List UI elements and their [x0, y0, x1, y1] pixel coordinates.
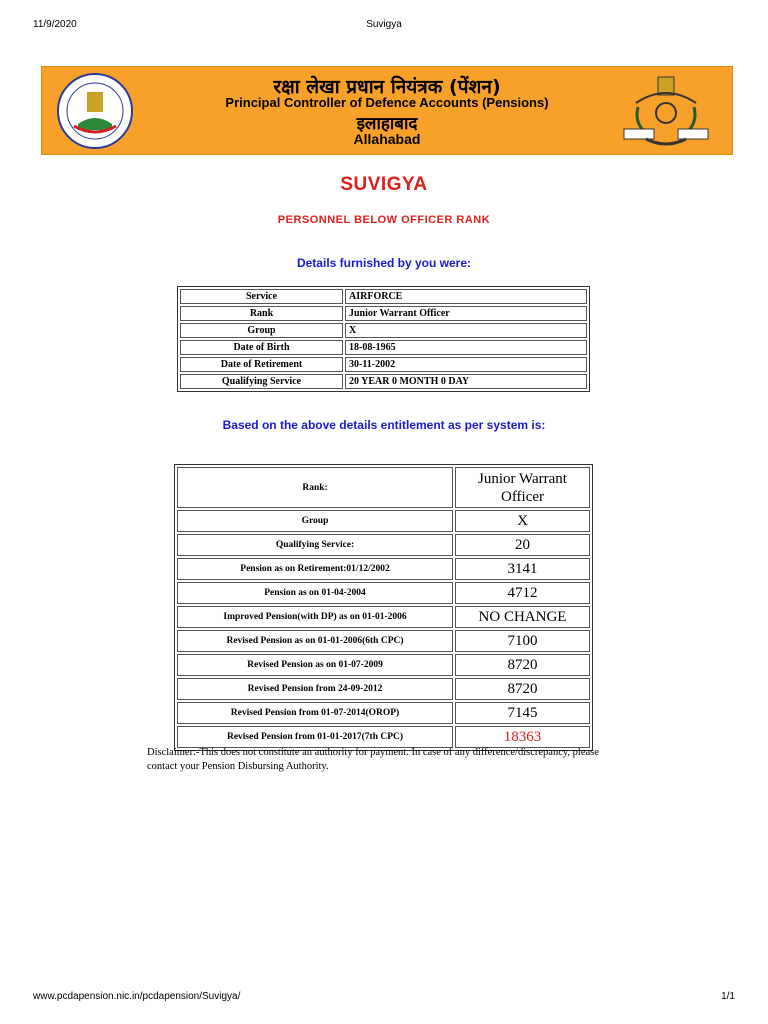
details-value: 20 YEAR 0 MONTH 0 DAY	[345, 374, 587, 389]
details-label: Rank	[180, 306, 343, 321]
table-row	[177, 702, 590, 724]
banner-english-title: Principal Controller of Defence Accounts (Pensions)	[225, 95, 549, 110]
table-row	[177, 654, 590, 676]
print-date: 11/9/2020	[33, 19, 77, 30]
entitlement-value: X	[455, 510, 590, 532]
details-label: Date of Retirement	[180, 357, 343, 372]
revised-pension-7th-cpc-value: 18363	[455, 726, 590, 748]
table-row	[177, 630, 590, 652]
print-title: Suvigya	[366, 19, 402, 30]
entitlement-value: 7100	[455, 630, 590, 652]
entitlement-label: Qualifying Service:	[177, 534, 453, 556]
entitlement-label: Revised Pension from 01-01-2017(7th CPC)	[177, 726, 453, 748]
table-row	[177, 534, 590, 556]
details-heading: Details furnished by you were:	[296, 256, 472, 270]
table-row	[177, 582, 590, 604]
details-value: X	[345, 323, 587, 338]
details-value: AIRFORCE	[345, 289, 587, 304]
defence-accounts-crest-icon	[616, 73, 716, 151]
entitlement-value: 8720	[455, 654, 590, 676]
table-row	[180, 289, 587, 304]
banner-hindi-title: रक्षा लेखा प्रधान नियंत्रक (पेंशन)	[273, 76, 501, 98]
entitlement-label: Pension as on Retirement:01/12/2002	[177, 558, 453, 580]
page-subtitle: PERSONNEL BELOW OFFICER RANK	[277, 214, 491, 226]
print-page-number: 1/1	[721, 991, 735, 1002]
table-row	[180, 306, 587, 321]
table-row	[177, 678, 590, 700]
entitlement-value: Junior Warrant Officer	[455, 467, 590, 508]
header-banner	[41, 66, 733, 155]
entitlement-label: Group	[177, 510, 453, 532]
entitlement-value: 4712	[455, 582, 590, 604]
table-row	[177, 606, 590, 628]
table-row	[177, 558, 590, 580]
details-value: 30-11-2002	[345, 357, 587, 372]
table-row	[177, 510, 590, 532]
details-value: Junior Warrant Officer	[345, 306, 587, 321]
entitlement-value: 20	[455, 534, 590, 556]
entitlement-label: Revised Pension from 01-07-2014(OROP)	[177, 702, 453, 724]
table-row	[180, 357, 587, 372]
banner-english-city: Allahabad	[353, 131, 421, 147]
entitlement-value: NO CHANGE	[455, 606, 590, 628]
entitlement-value: 8720	[455, 678, 590, 700]
details-label: Group	[180, 323, 343, 338]
details-value: 18-08-1965	[345, 340, 587, 355]
page-title: SUVIGYA	[340, 174, 428, 195]
table-row	[177, 726, 590, 748]
banner-hindi-city: इलाहाबाद	[356, 114, 418, 134]
entitlement-value: 7145	[455, 702, 590, 724]
entitlement-label: Pension as on 01-04-2004	[177, 582, 453, 604]
table-row	[180, 323, 587, 338]
entitlement-heading: Based on the above details entitlement as per system is:	[222, 418, 546, 432]
disclaimer: Disclaimer:-This does not constitute an authority for payment. In case of any difference/discrepancy, please contact your Pension Disbursing Authority.	[147, 747, 599, 772]
entitlement-table	[174, 464, 593, 751]
details-label: Service	[180, 289, 343, 304]
print-url: www.pcdapension.nic.in/pcdapension/Suvigya/	[33, 991, 241, 1002]
entitlement-label: Improved Pension(with DP) as on 01-01-2006	[177, 606, 453, 628]
details-table	[177, 286, 590, 392]
entitlement-value: 3141	[455, 558, 590, 580]
details-label: Qualifying Service	[180, 374, 343, 389]
entitlement-label: Rank:	[177, 467, 453, 508]
details-label: Date of Birth	[180, 340, 343, 355]
table-row	[180, 340, 587, 355]
table-row	[180, 374, 587, 389]
entitlement-label: Revised Pension as on 01-07-2009	[177, 654, 453, 676]
entitlement-label: Revised Pension as on 01-01-2006(6th CPC)	[177, 630, 453, 652]
table-row	[177, 467, 590, 508]
entitlement-label: Revised Pension from 24-09-2012	[177, 678, 453, 700]
